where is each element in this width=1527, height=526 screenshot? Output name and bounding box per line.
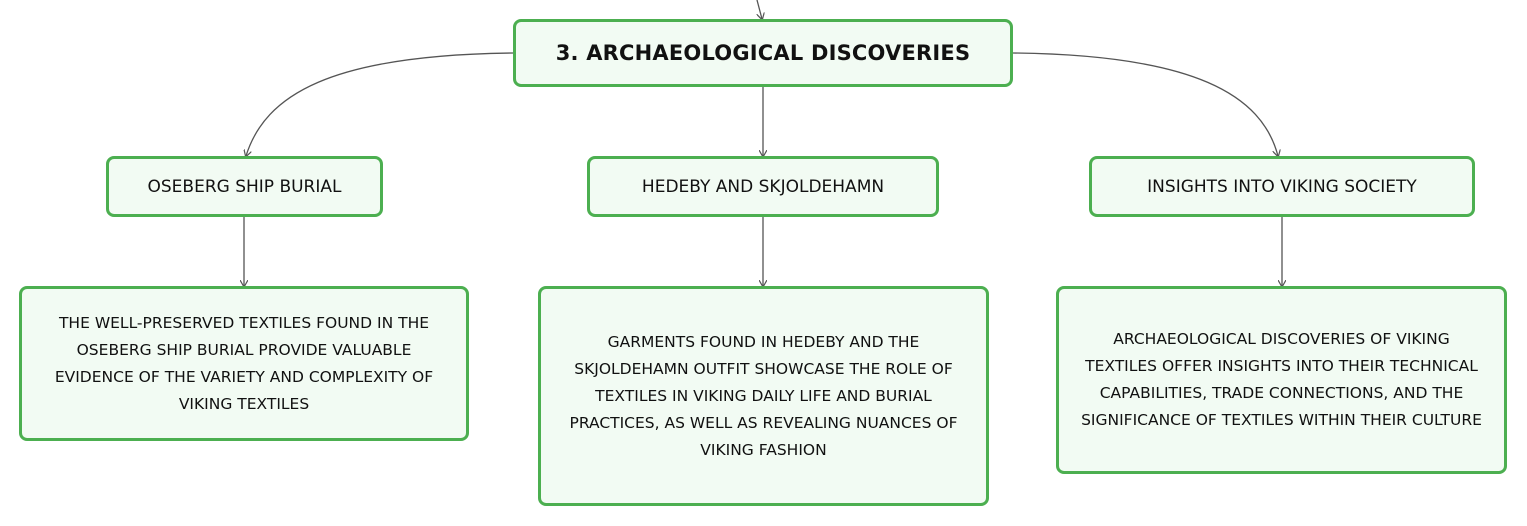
topic-label: HEDEBY AND SKJOLDEHAMN xyxy=(641,176,885,197)
detail-node-insights[interactable] xyxy=(1056,286,1507,474)
detail-text: THE WELL-PRESERVED TEXTILES FOUND IN THE OSEBERG SHIP BURIAL PROVIDE VALUABLE EVIDENCE OF THE VARIETY AND COMPLEXITY OF VIKING TEXTILES xyxy=(54,313,434,413)
detail-node-hedeby[interactable] xyxy=(538,286,989,506)
connector-root-to-oseberg xyxy=(246,53,513,156)
topic-label: OSEBERG SHIP BURIAL xyxy=(147,176,342,197)
topic-node-insights-into-viking-society[interactable] xyxy=(1089,156,1475,217)
root-label: 3. ARCHAEOLOGICAL DISCOVERIES xyxy=(555,41,971,65)
topic-node-hedeby-and-skjoldehamn[interactable] xyxy=(587,156,939,217)
detail-node-oseberg[interactable] xyxy=(19,286,469,441)
detail-text: GARMENTS FOUND IN HEDEBY AND THE SKJOLDEHAMN OUTFIT SHOWCASE THE ROLE OF TEXTILES IN VIKING DAILY LIFE AND BURIAL PRACTICES, AS WELL AS REVEALING NUANCES OF VIKING FASHION xyxy=(569,332,958,459)
detail-text: ARCHAEOLOGICAL DISCOVERIES OF VIKING TEXTILES OFFER INSIGHTS INTO THEIR TECHNICAL CAPABILITIES, TRADE CONNECTIONS, AND THE SIGNIFICANCE OF TEXTILES WITHIN THEIR CULTURE xyxy=(1081,330,1482,429)
topic-label: INSIGHTS INTO VIKING SOCIETY xyxy=(1147,176,1417,197)
root-node[interactable] xyxy=(513,19,1013,87)
topic-node-oseberg-ship-burial[interactable] xyxy=(106,156,383,217)
connector-parent-to-root xyxy=(757,0,762,19)
connector-root-to-insights xyxy=(1013,53,1278,156)
